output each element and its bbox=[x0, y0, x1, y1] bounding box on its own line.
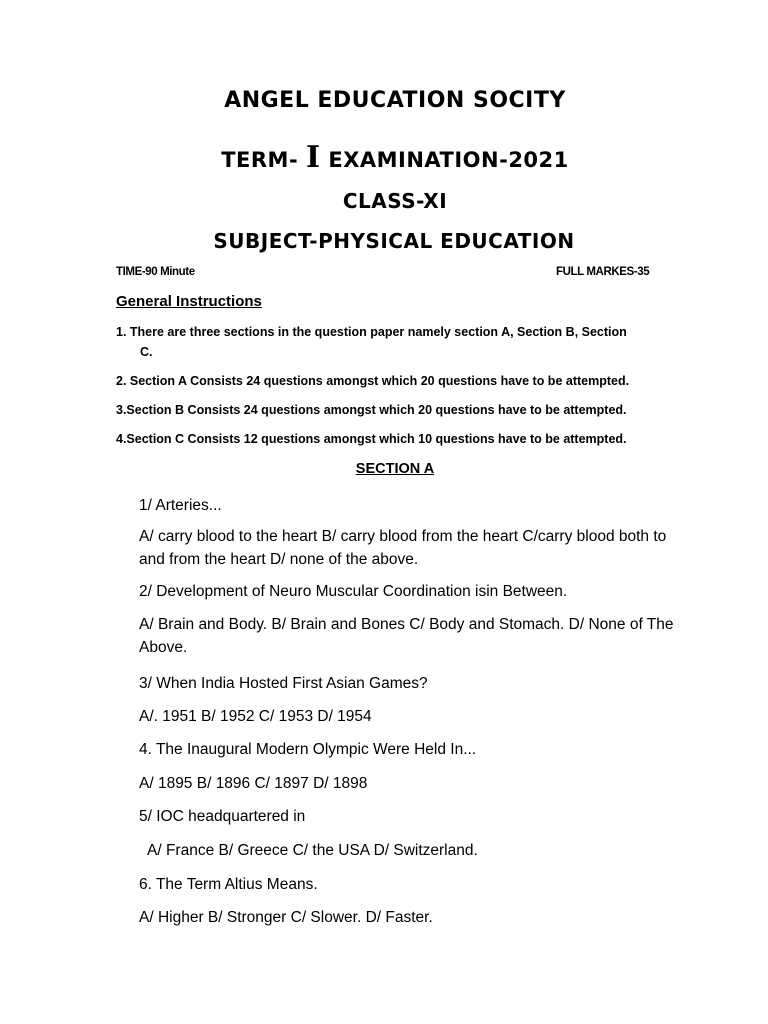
question-2: 2/ Development of Neuro Muscular Coordination isin Between. bbox=[139, 583, 568, 600]
instruction-text-cont: C. bbox=[140, 345, 153, 359]
question-5: 5/ IOC headquartered in bbox=[139, 808, 306, 825]
time-label: TIME-90 Minute bbox=[116, 266, 195, 278]
instruction-item bbox=[116, 322, 686, 362]
answer-options-3: A/. 1951 B/ 1952 C/ 1953 D/ 1954 bbox=[139, 708, 372, 725]
answer-options-5: A/ France B/ Greece C/ the USA D/ Switzerland. bbox=[147, 842, 478, 859]
society-title: ANGEL EDUCATION SOCITY bbox=[224, 88, 566, 113]
exam-title bbox=[0, 140, 768, 175]
answer-options-6: A/ Higher B/ Stronger C/ Slower. D/ Faster. bbox=[139, 909, 433, 926]
term-numeral: I bbox=[305, 140, 321, 175]
question-1: 1/ Arteries... bbox=[139, 497, 222, 514]
general-instructions-heading: General Instructions bbox=[116, 293, 262, 310]
instruction-item: 4.Section C Consists 12 questions amongst which 10 questions have to be attempted. bbox=[116, 432, 627, 446]
full-marks-label: FULL MARKES-35 bbox=[556, 266, 650, 278]
instruction-text: 1. There are three sections in the question paper namely section A, Section B, Section bbox=[116, 325, 627, 339]
term-prefix: TERM- bbox=[221, 148, 299, 172]
answer-options-4: A/ 1895 B/ 1896 C/ 1897 D/ 1898 bbox=[139, 775, 368, 792]
class-title: CLASS-XI bbox=[342, 189, 448, 213]
term-suffix: EXAMINATION-2021 bbox=[328, 148, 569, 172]
answer-options-2: A/ Brain and Body. B/ Brain and Bones C/ Body and Stomach. D/ None of The Above. bbox=[139, 616, 674, 656]
question-4: 4. The Inaugural Modern Olympic Were Held In... bbox=[139, 741, 477, 758]
section-a-heading: SECTION A bbox=[355, 461, 435, 477]
subject-title: SUBJECT-PHYSICAL EDUCATION bbox=[213, 229, 575, 253]
instruction-item: 2. Section A Consists 24 questions amongst which 20 questions have to be attempted. bbox=[116, 374, 630, 388]
answer-options-1: A/ carry blood to the heart B/ carry blood from the heart C/carry blood both to and from the heart D/ none of the above. bbox=[139, 528, 667, 568]
instruction-item: 3.Section B Consists 24 questions amongst which 20 questions have to be attempted. bbox=[116, 403, 627, 417]
question-3: 3/ When India Hosted First Asian Games? bbox=[139, 675, 428, 692]
question-6: 6. The Term Altius Means. bbox=[139, 876, 318, 893]
